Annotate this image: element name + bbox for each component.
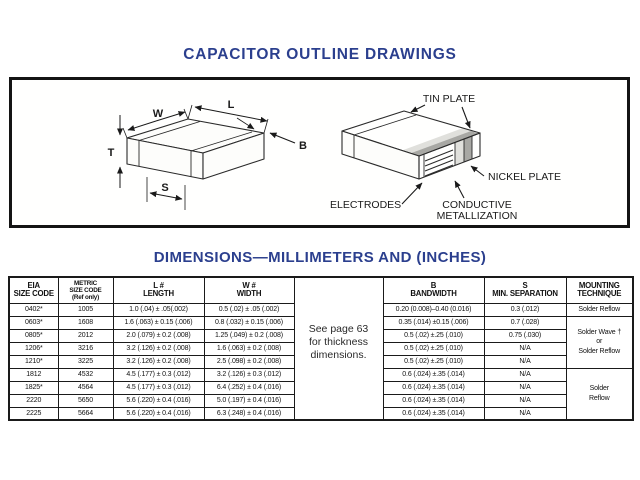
cell-eia: 0805* [9,329,58,342]
dimensions-subtitle: DIMENSIONS—MILLIMETERS AND (INCHES) [153,249,487,266]
header-separation-line1: S [522,280,528,290]
cell-separation: N/A [484,394,566,407]
header-bandwidth-line1: B [430,280,437,290]
dimensions-table [8,276,634,421]
cell-length: 1.6 (.063) ± 0.15 (.006) [113,316,204,329]
dimension-label-b: B [299,140,307,152]
cell-eia: 0603* [9,316,58,329]
tin-plate-leader-left [411,105,425,112]
cell-length: 4.5 (.177) ± 0.3 (.012) [113,381,204,394]
cell-metric: 3216 [58,342,113,355]
header-metric-line2: SIZE CODE [69,286,102,294]
header-bandwidth [383,277,484,303]
cell-length: 2.0 (.079) ± 0.2 (.008) [113,329,204,342]
cell-width: 0.5 (.02) ± .05 (.002) [204,303,294,316]
header-separation-line2: MIN. SEPARATION [492,289,558,299]
cell-width: 1.6 (.063) ± 0.2 (.008) [204,342,294,355]
mounting-line2: Reflow [589,394,610,402]
cell-separation: N/A [484,342,566,355]
cell-bandwidth: 0.5 (.02) ±.25 (.010) [383,342,484,355]
cell-separation: N/A [484,355,566,368]
cell-separation: N/A [484,407,566,420]
header-length-line2: LENGTH [143,289,174,299]
header-eia-line2: SIZE CODE [13,289,54,299]
cell-bandwidth: 0.6 (.024) ±.35 (.014) [383,394,484,407]
tin-plate-label: TIN PLATE [422,93,476,105]
cell-length: 3.2 (.126) ± 0.2 (.008) [113,342,204,355]
page-title: CAPACITOR OUTLINE DRAWINGS [183,46,457,63]
cell-metric: 1608 [58,316,113,329]
cell-bandwidth: 0.5 (.02) ±.25 (.010) [383,329,484,342]
capacitor-outline-drawings-panel [9,77,630,228]
cell-metric: 4564 [58,381,113,394]
cell-separation: N/A [484,381,566,394]
nickel-plate-label: NICKEL PLATE [488,171,561,183]
cell-separation: 0.3 (.012) [484,303,566,316]
cell-eia: 0402* [9,303,58,316]
dimension-b-leader [270,133,295,143]
note-line1: See page 63 [308,322,369,335]
cell-eia: 2220 [9,394,58,407]
header-metric-line3: (Ref only) [71,293,100,301]
capacitor-drawings-svg [12,80,627,225]
electrodes-leader [402,183,422,204]
cell-width: 6.4 (.252) ± 0.4 (.016) [204,381,294,394]
cell-metric: 3225 [58,355,113,368]
dimension-label-t: T [107,147,115,159]
electrodes-label: ELECTRODES [330,199,402,211]
cell-length: 4.5 (.177) ± 0.3 (.012) [113,368,204,381]
nickel-plate-leader [471,166,484,176]
note-line3: dimensions. [310,349,367,362]
dimension-label-s: S [161,182,169,194]
header-eia-line1: EIA [27,280,40,290]
cell-mounting-wave-or-reflow [566,316,633,368]
cell-bandwidth: 0.6 (.024) ±.35 (.014) [383,368,484,381]
cell-bandwidth: 0.6 (.024) ±.35 (.014) [383,381,484,394]
cell-eia: 2225 [9,407,58,420]
cell-eia: 1206* [9,342,58,355]
cell-length: 1.0 (.04) ± .05(.002) [113,303,204,316]
header-length [113,277,204,303]
cell-width: 2.5 (.098) ± 0.2 (.008) [204,355,294,368]
cell-mounting-solder-reflow: Solder Reflow [566,303,633,316]
conductive-metallization-band-end [455,139,464,165]
tin-plate-leader-right [462,107,470,128]
cell-eia: 1825* [9,381,58,394]
conductive-metallization-label-line2: METALLIZATION [436,210,518,222]
cell-width: 1.25 (.049) ± 0.2 (.008) [204,329,294,342]
thickness-note-cell [294,277,383,420]
cell-width: 0.8 (.032) ± 0.15 (.006) [204,316,294,329]
cell-separation: 0.7 (.028) [484,316,566,329]
cell-bandwidth: 0.5 (.02) ±.25 (.010) [383,355,484,368]
capacitor-construction-drawing [330,93,561,222]
cell-metric: 5664 [58,407,113,420]
mounting-line3: Solder Reflow [578,347,621,355]
conductive-metallization-leader [455,181,464,198]
header-min-separation [484,277,566,303]
cell-metric: 2012 [58,329,113,342]
header-mounting-line2: TECHNIQUE [577,289,622,299]
mounting-line1: Solder [589,385,609,393]
conductive-metallization-label-line1: CONDUCTIVE [442,199,512,211]
header-mounting-technique [566,277,633,303]
cell-metric: 4532 [58,368,113,381]
note-line2: for thickness [309,335,368,348]
cell-separation: 0.75 (.030) [484,329,566,342]
cell-length: 3.2 (.126) ± 0.2 (.008) [113,355,204,368]
mounting-line1: Solder Wave † [577,328,622,336]
cell-length: 5.6 (.220) ± 0.4 (.016) [113,407,204,420]
cell-separation: N/A [484,368,566,381]
cell-bandwidth: 0.35 (.014) ±0.15 (.006) [383,316,484,329]
cell-length: 5.6 (.220) ± 0.4 (.016) [113,394,204,407]
table-header-row [9,277,633,303]
header-mounting-line1: MOUNTING [578,280,620,290]
cell-eia: 1210* [9,355,58,368]
header-width-line1: W # [242,280,256,290]
cell-bandwidth: 0.20 (0.008)–0.40 (0.016) [383,303,484,316]
cell-width: 6.3 (.248) ± 0.4 (.016) [204,407,294,420]
header-eia-size-code [9,277,58,303]
electrode-hatch-lines [425,150,453,176]
header-length-line1: L # [153,280,164,290]
nickel-tin-band-end [464,136,472,162]
header-metric-size-code [58,277,113,303]
cell-width: 5.0 (.197) ± 0.4 (.016) [204,394,294,407]
mounting-line2: or [596,338,603,346]
capacitor-dimension-drawing [108,99,307,210]
cell-metric: 1005 [58,303,113,316]
dimension-label-l: L [227,99,235,111]
dimension-label-w: W [152,108,164,120]
cell-metric: 5650 [58,394,113,407]
header-width [204,277,294,303]
cell-width: 3.2 (.126) ± 0.3 (.012) [204,368,294,381]
header-metric-line1: METRIC [74,279,97,287]
cell-eia: 1812 [9,368,58,381]
cell-bandwidth: 0.6 (.024) ±.35 (.014) [383,407,484,420]
cell-mounting-solder-reflow-group [566,368,633,420]
header-bandwidth-line2: BANDWIDTH [410,289,457,299]
header-width-line2: WIDTH [236,289,262,299]
